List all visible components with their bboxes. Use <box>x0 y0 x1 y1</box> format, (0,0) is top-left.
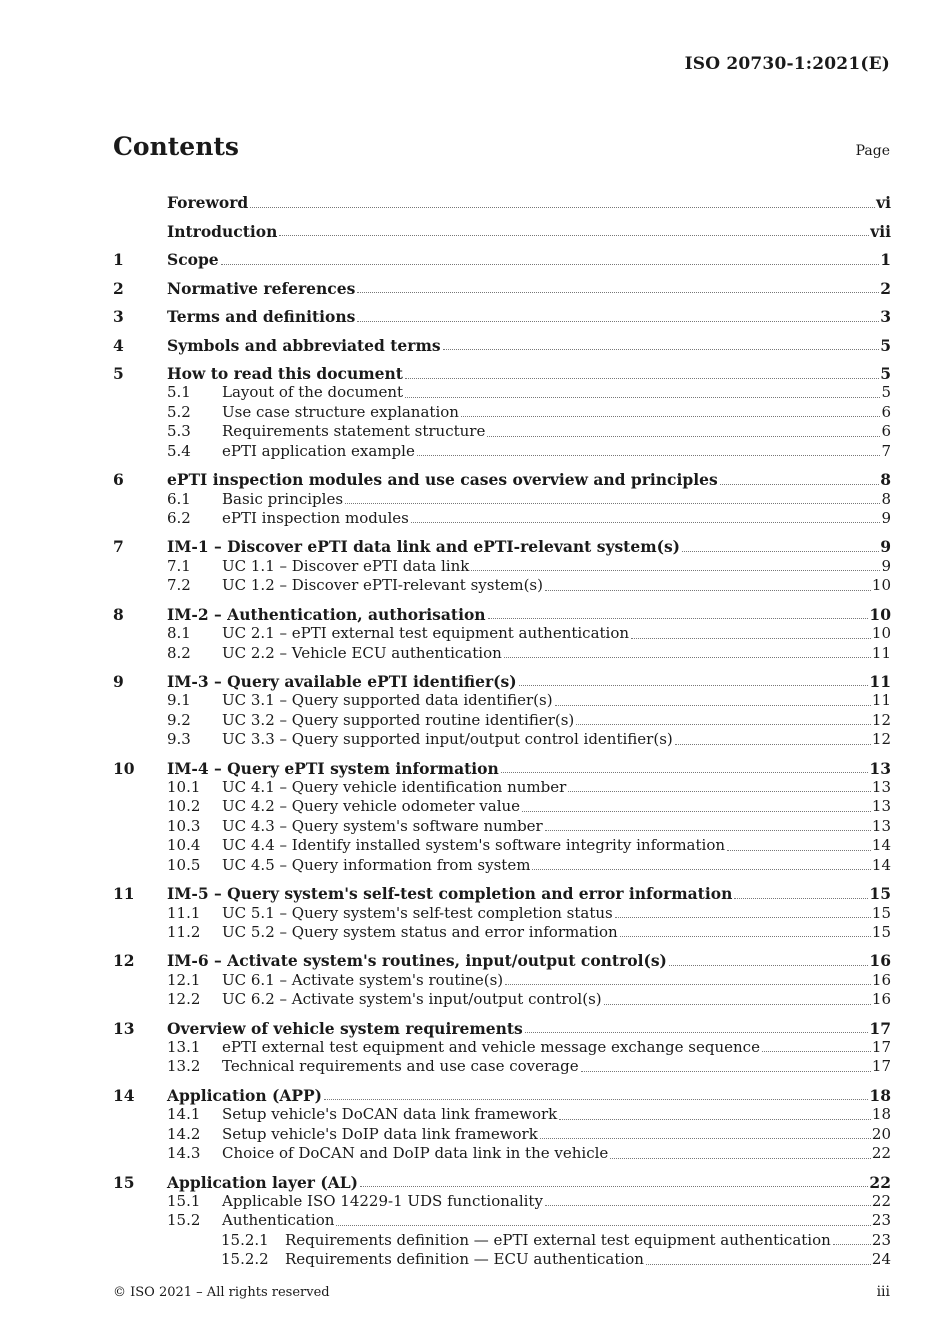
dot-leader <box>545 589 871 591</box>
toc-entry-title: Requirements definition — ECU authentication <box>285 1250 644 1269</box>
toc-entry-title: IM-1 – Discover ePTI data link and ePTI-relevant system(s) <box>167 537 680 557</box>
dot-leader <box>555 704 871 706</box>
dot-leader <box>615 916 871 918</box>
dot-leader <box>734 897 868 899</box>
toc-entry-title: Requirements definition — ePTI external test equipment authentication <box>285 1230 831 1249</box>
toc-entry-page: 14 <box>871 836 891 855</box>
contents-heading: Contents <box>113 132 240 161</box>
toc-entry-page: 17 <box>871 1057 891 1076</box>
toc-entry-title: Technical requirements and use case coverage <box>222 1057 579 1076</box>
toc-entry-page: 2 <box>880 278 891 298</box>
toc-entry-number: 13.1 <box>167 1038 201 1057</box>
toc-entry-title: ePTI inspection modules and use cases overview and principles <box>167 470 718 490</box>
dot-leader <box>405 377 879 379</box>
dot-leader <box>581 1070 871 1072</box>
toc-entry-number: 8 <box>113 604 124 624</box>
toc-entry-number: 5.1 <box>167 383 191 402</box>
toc-entry[interactable] <box>113 1250 891 1269</box>
toc-entry-page: 15 <box>871 922 891 941</box>
toc-entry-page: 9 <box>881 556 891 575</box>
toc-entry[interactable] <box>113 1038 891 1057</box>
toc-entry-page: 18 <box>871 1105 891 1124</box>
dot-leader <box>405 396 880 398</box>
toc-entry-title: UC 3.1 – Query supported data identifier(s) <box>222 691 553 710</box>
toc-entry[interactable] <box>113 730 891 749</box>
toc-entry-number: 14.1 <box>167 1105 201 1124</box>
toc-entry[interactable] <box>113 355 891 384</box>
toc-entry[interactable] <box>113 1192 891 1211</box>
toc-entry[interactable] <box>113 576 891 595</box>
toc-entry-title: Symbols and abbreviated terms <box>167 335 441 355</box>
toc-entry-page: 7 <box>881 441 891 460</box>
toc-entry-title: UC 1.1 – Discover ePTI data link <box>222 556 470 575</box>
toc-entry-number: 9.2 <box>167 710 191 729</box>
toc-entry-page: 5 <box>881 383 891 402</box>
dot-leader <box>646 1263 871 1265</box>
toc-entry[interactable] <box>113 923 891 942</box>
toc-entry-number: 9 <box>113 672 124 691</box>
toc-entry-page: 22 <box>871 1144 891 1163</box>
toc-entry[interactable] <box>113 184 891 213</box>
toc-entry[interactable] <box>113 1105 891 1124</box>
toc-entry-number: 11.2 <box>167 922 201 941</box>
toc-entry-number: 8.1 <box>167 624 191 643</box>
dot-leader <box>604 1003 871 1005</box>
toc-entry-page: 10 <box>869 604 891 624</box>
toc-entry-page: 15 <box>869 884 891 904</box>
dot-leader <box>345 502 880 504</box>
toc-entry-number: 7.1 <box>167 556 191 575</box>
toc-entry-page: 16 <box>869 951 891 971</box>
toc-entry[interactable] <box>113 557 891 576</box>
toc-entry-title: UC 6.2 – Activate system's input/output control(s) <box>222 990 602 1009</box>
toc-entry-number: 15 <box>113 1172 135 1192</box>
toc-entry[interactable] <box>113 490 891 509</box>
toc-entry[interactable] <box>113 241 891 270</box>
toc-entry-number: 4 <box>113 335 124 355</box>
toc-entry-title: ePTI external test equipment and vehicle message exchange sequence <box>222 1038 760 1057</box>
toc-entry-number: 3 <box>113 307 124 327</box>
toc-entry[interactable] <box>113 1057 891 1076</box>
dot-leader <box>501 771 869 773</box>
toc-entry-page: 13 <box>871 778 891 797</box>
toc-entry-title: UC 3.2 – Query supported routine identifier(s) <box>222 710 575 729</box>
toc-entry-title: Choice of DoCAN and DoIP data link in the vehicle <box>222 1144 609 1163</box>
toc-entry-page: 9 <box>881 508 891 527</box>
dot-leader <box>519 684 869 686</box>
toc-entry[interactable] <box>113 836 891 855</box>
toc-entry-page: 15 <box>871 903 891 922</box>
toc-entry-title: UC 4.1 – Query vehicle identification number <box>222 778 567 797</box>
toc-entry-number: 14.2 <box>167 1124 201 1143</box>
toc-entry[interactable] <box>113 797 891 816</box>
toc-entry-page: 18 <box>869 1085 891 1105</box>
toc-entry[interactable] <box>113 528 891 557</box>
dot-leader <box>559 1118 871 1120</box>
dot-leader <box>720 483 880 485</box>
toc-entry-title: ePTI application example <box>222 441 415 460</box>
dot-leader <box>336 1224 871 1226</box>
toc-entry-page: 20 <box>871 1124 891 1143</box>
toc-entry-title: UC 5.1 – Query system's self-test completion status <box>222 903 613 922</box>
dot-leader <box>461 415 881 417</box>
toc-entry-title: UC 5.2 – Query system status and error information <box>222 922 618 941</box>
toc-entry-title: Setup vehicle's DoCAN data link framework <box>222 1105 558 1124</box>
toc-entry-number: 12 <box>113 951 135 971</box>
toc-entry-title: UC 4.2 – Query vehicle odometer value <box>222 797 521 816</box>
toc-entry-page: 23 <box>871 1211 891 1230</box>
toc-entry-number: 14.3 <box>167 1144 201 1163</box>
dot-leader <box>576 723 871 725</box>
toc-entry[interactable] <box>113 942 891 971</box>
toc-entry-number: 15.2.1 <box>221 1230 269 1249</box>
toc-entry-title: How to read this document <box>167 364 403 384</box>
toc-entry-page: 12 <box>871 710 891 729</box>
toc-entry-number: 5.3 <box>167 422 191 441</box>
dot-leader <box>525 1031 869 1033</box>
toc-entry-title: Overview of vehicle system requirements <box>167 1018 523 1038</box>
toc-entry-title: Introduction <box>167 221 278 241</box>
toc-entry-page: 5 <box>880 364 891 384</box>
toc-entry[interactable] <box>113 644 891 663</box>
toc-entry-page: 13 <box>871 816 891 835</box>
dot-leader <box>727 849 871 851</box>
toc-entry[interactable] <box>113 817 891 836</box>
dot-leader <box>417 454 881 456</box>
toc-entry-page: 11 <box>871 691 891 710</box>
dot-leader <box>762 1050 871 1052</box>
toc-entry-page: 22 <box>871 1192 891 1211</box>
toc-entry-page: 8 <box>881 489 891 508</box>
dot-leader <box>221 263 880 265</box>
dot-leader <box>360 1185 868 1187</box>
toc-entry-title: IM-6 – Activate system's routines, input/output control(s) <box>167 951 667 971</box>
toc-entry-number: 15.2 <box>167 1211 201 1230</box>
toc-entry[interactable] <box>113 875 891 904</box>
toc-entry-page: 23 <box>871 1230 891 1249</box>
toc-entry[interactable] <box>113 1231 891 1250</box>
footer-copyright: © ISO 2021 – All rights reserved <box>113 1285 330 1300</box>
toc-entry-title: IM-3 – Query available ePTI identifier(s) <box>167 672 517 691</box>
toc-entry-number: 2 <box>113 278 124 298</box>
toc-entry-title: IM-2 – Authentication, authorisation <box>167 604 486 624</box>
toc-entry-title: Scope <box>167 250 219 270</box>
dot-leader <box>357 320 879 322</box>
dot-leader <box>610 1157 871 1159</box>
toc-entry[interactable] <box>113 384 891 403</box>
dot-leader <box>532 868 870 870</box>
toc-entry[interactable] <box>113 711 891 730</box>
toc-entry[interactable] <box>113 1211 891 1230</box>
toc-entry[interactable] <box>113 904 891 923</box>
dot-leader <box>833 1243 871 1245</box>
toc-entry-title: Application (APP) <box>167 1085 323 1105</box>
toc-entry-number: 5.4 <box>167 441 191 460</box>
dot-leader <box>487 435 880 437</box>
toc-entry-number: 9.3 <box>167 730 191 749</box>
toc-entry-page: 10 <box>871 624 891 643</box>
dot-leader <box>411 521 881 523</box>
dot-leader <box>631 637 871 639</box>
toc-entry-number: 10.1 <box>167 778 201 797</box>
toc-entry-title: Basic principles <box>222 489 344 508</box>
toc-entry-number: 6.2 <box>167 508 191 527</box>
toc-entry[interactable] <box>113 990 891 1009</box>
toc-entry-page: 16 <box>871 970 891 989</box>
toc-entry[interactable] <box>113 663 891 692</box>
toc-entry-number: 7 <box>113 537 124 557</box>
toc-entry-page: 6 <box>881 402 891 421</box>
toc-entry[interactable] <box>113 596 891 625</box>
toc-entry[interactable] <box>113 213 891 242</box>
table-of-contents <box>113 184 891 1270</box>
toc-entry-page: 3 <box>880 307 891 327</box>
toc-entry-title: UC 2.1 – ePTI external test equipment authentication <box>222 624 630 643</box>
dot-leader <box>545 1204 871 1206</box>
dot-leader <box>505 983 871 985</box>
toc-entry-title: Setup vehicle's DoIP data link framework <box>222 1124 538 1143</box>
toc-entry-page: 6 <box>881 422 891 441</box>
toc-entry[interactable] <box>113 1125 891 1144</box>
toc-entry[interactable] <box>113 691 891 710</box>
toc-entry-number: 9.1 <box>167 691 191 710</box>
toc-entry-title: UC 1.2 – Discover ePTI-relevant system(s) <box>222 576 543 595</box>
toc-entry-title: Normative references <box>167 278 356 298</box>
toc-entry-title: Terms and definitions <box>167 307 356 327</box>
toc-entry-page: 17 <box>871 1038 891 1057</box>
toc-entry-page: 22 <box>869 1172 891 1192</box>
dot-leader <box>443 348 880 350</box>
toc-entry-number: 10.3 <box>167 816 201 835</box>
toc-entry-number: 6.1 <box>167 489 191 508</box>
dot-leader <box>504 656 871 658</box>
toc-entry-number: 13.2 <box>167 1057 201 1076</box>
dot-leader <box>682 550 879 552</box>
toc-entry[interactable] <box>113 422 891 441</box>
dot-leader <box>675 743 871 745</box>
toc-entry-page: 11 <box>871 643 891 662</box>
toc-entry-page: 8 <box>880 470 891 490</box>
toc-entry-title: Authentication <box>222 1211 335 1230</box>
toc-entry-number: 15.2.2 <box>221 1250 269 1269</box>
toc-entry-number: 10.5 <box>167 855 201 874</box>
toc-entry[interactable] <box>113 1144 891 1163</box>
toc-entry-page: vi <box>876 193 891 213</box>
toc-entry-number: 12.1 <box>167 970 201 989</box>
toc-entry-page: 9 <box>880 537 891 557</box>
toc-entry-number: 13 <box>113 1018 135 1038</box>
dot-leader <box>250 206 875 208</box>
toc-entry-title: Requirements statement structure <box>222 422 486 441</box>
toc-entry-title: Applicable ISO 14229-1 UDS functionality <box>222 1192 543 1211</box>
toc-entry-title: UC 4.5 – Query information from system <box>222 855 531 874</box>
toc-entry-page: 5 <box>880 335 891 355</box>
dot-leader <box>488 617 869 619</box>
toc-entry[interactable] <box>113 1164 891 1193</box>
toc-entry-title: Use case structure explanation <box>222 402 459 421</box>
toc-entry-number: 15.1 <box>167 1192 201 1211</box>
toc-entry[interactable] <box>113 442 891 461</box>
toc-entry[interactable] <box>113 778 891 797</box>
page-column-label: Page <box>855 143 890 159</box>
toc-entry-number: 6 <box>113 470 124 490</box>
toc-entry[interactable] <box>113 403 891 422</box>
toc-entry-page: 12 <box>871 730 891 749</box>
toc-entry-page: 14 <box>871 855 891 874</box>
toc-entry-page: vii <box>870 221 891 241</box>
toc-entry[interactable] <box>113 1077 891 1106</box>
toc-entry-title: UC 4.3 – Query system's software number <box>222 816 543 835</box>
dot-leader <box>324 1098 868 1100</box>
dot-leader <box>471 569 880 571</box>
toc-entry-title: Layout of the document <box>222 383 404 402</box>
toc-entry[interactable] <box>113 971 891 990</box>
toc-entry-page: 13 <box>869 758 891 778</box>
toc-entry-page: 16 <box>871 990 891 1009</box>
toc-entry-page: 10 <box>871 576 891 595</box>
toc-entry-page: 11 <box>869 672 891 691</box>
toc-entry-number: 1 <box>113 250 124 270</box>
toc-entry-number: 14 <box>113 1085 135 1105</box>
document-id: ISO 20730-1:2021(E) <box>684 54 890 74</box>
dot-leader <box>545 829 871 831</box>
toc-entry-number: 5.2 <box>167 402 191 421</box>
dot-leader <box>522 810 871 812</box>
toc-entry-title: Foreword <box>167 193 249 213</box>
footer-page-number: iii <box>876 1284 890 1300</box>
toc-entry-title: UC 6.1 – Activate system's routine(s) <box>222 970 504 989</box>
toc-entry[interactable] <box>113 509 891 528</box>
toc-entry-title: UC 2.2 – Vehicle ECU authentication <box>222 643 502 662</box>
toc-entry-number: 5 <box>113 364 124 384</box>
toc-entry[interactable] <box>113 298 891 327</box>
toc-entry-number: 10 <box>113 758 135 778</box>
toc-entry[interactable] <box>113 624 891 643</box>
toc-entry-number: 7.2 <box>167 576 191 595</box>
toc-entry-title: UC 4.4 – Identify installed system's software integrity information <box>222 836 726 855</box>
toc-entry[interactable] <box>113 327 891 356</box>
toc-entry-number: 10.4 <box>167 836 201 855</box>
toc-entry-title: IM-4 – Query ePTI system information <box>167 758 499 778</box>
toc-entry-page: 1 <box>880 250 891 270</box>
dot-leader <box>568 790 871 792</box>
toc-entry[interactable] <box>113 856 891 875</box>
dot-leader <box>279 234 869 236</box>
toc-entry-title: IM-5 – Query system's self-test completion and error information <box>167 884 733 904</box>
dot-leader <box>540 1137 871 1139</box>
toc-entry-page: 24 <box>871 1250 891 1269</box>
toc-entry-number: 10.2 <box>167 797 201 816</box>
toc-entry[interactable] <box>113 750 891 779</box>
toc-entry-number: 8.2 <box>167 643 191 662</box>
toc-entry-page: 13 <box>871 797 891 816</box>
toc-entry[interactable] <box>113 270 891 299</box>
toc-entry-number: 11 <box>113 884 135 904</box>
toc-entry-title: UC 3.3 – Query supported input/output control identifier(s) <box>222 730 673 749</box>
dot-leader <box>357 291 879 293</box>
toc-entry-number: 11.1 <box>167 903 201 922</box>
toc-entry[interactable] <box>113 1010 891 1039</box>
dot-leader <box>669 964 869 966</box>
toc-entry-number: 12.2 <box>167 990 201 1009</box>
dot-leader <box>620 935 871 937</box>
toc-entry-page: 17 <box>869 1018 891 1038</box>
toc-entry-title: Application layer (AL) <box>167 1172 358 1192</box>
toc-entry[interactable] <box>113 461 891 490</box>
toc-entry-title: ePTI inspection modules <box>222 508 409 527</box>
